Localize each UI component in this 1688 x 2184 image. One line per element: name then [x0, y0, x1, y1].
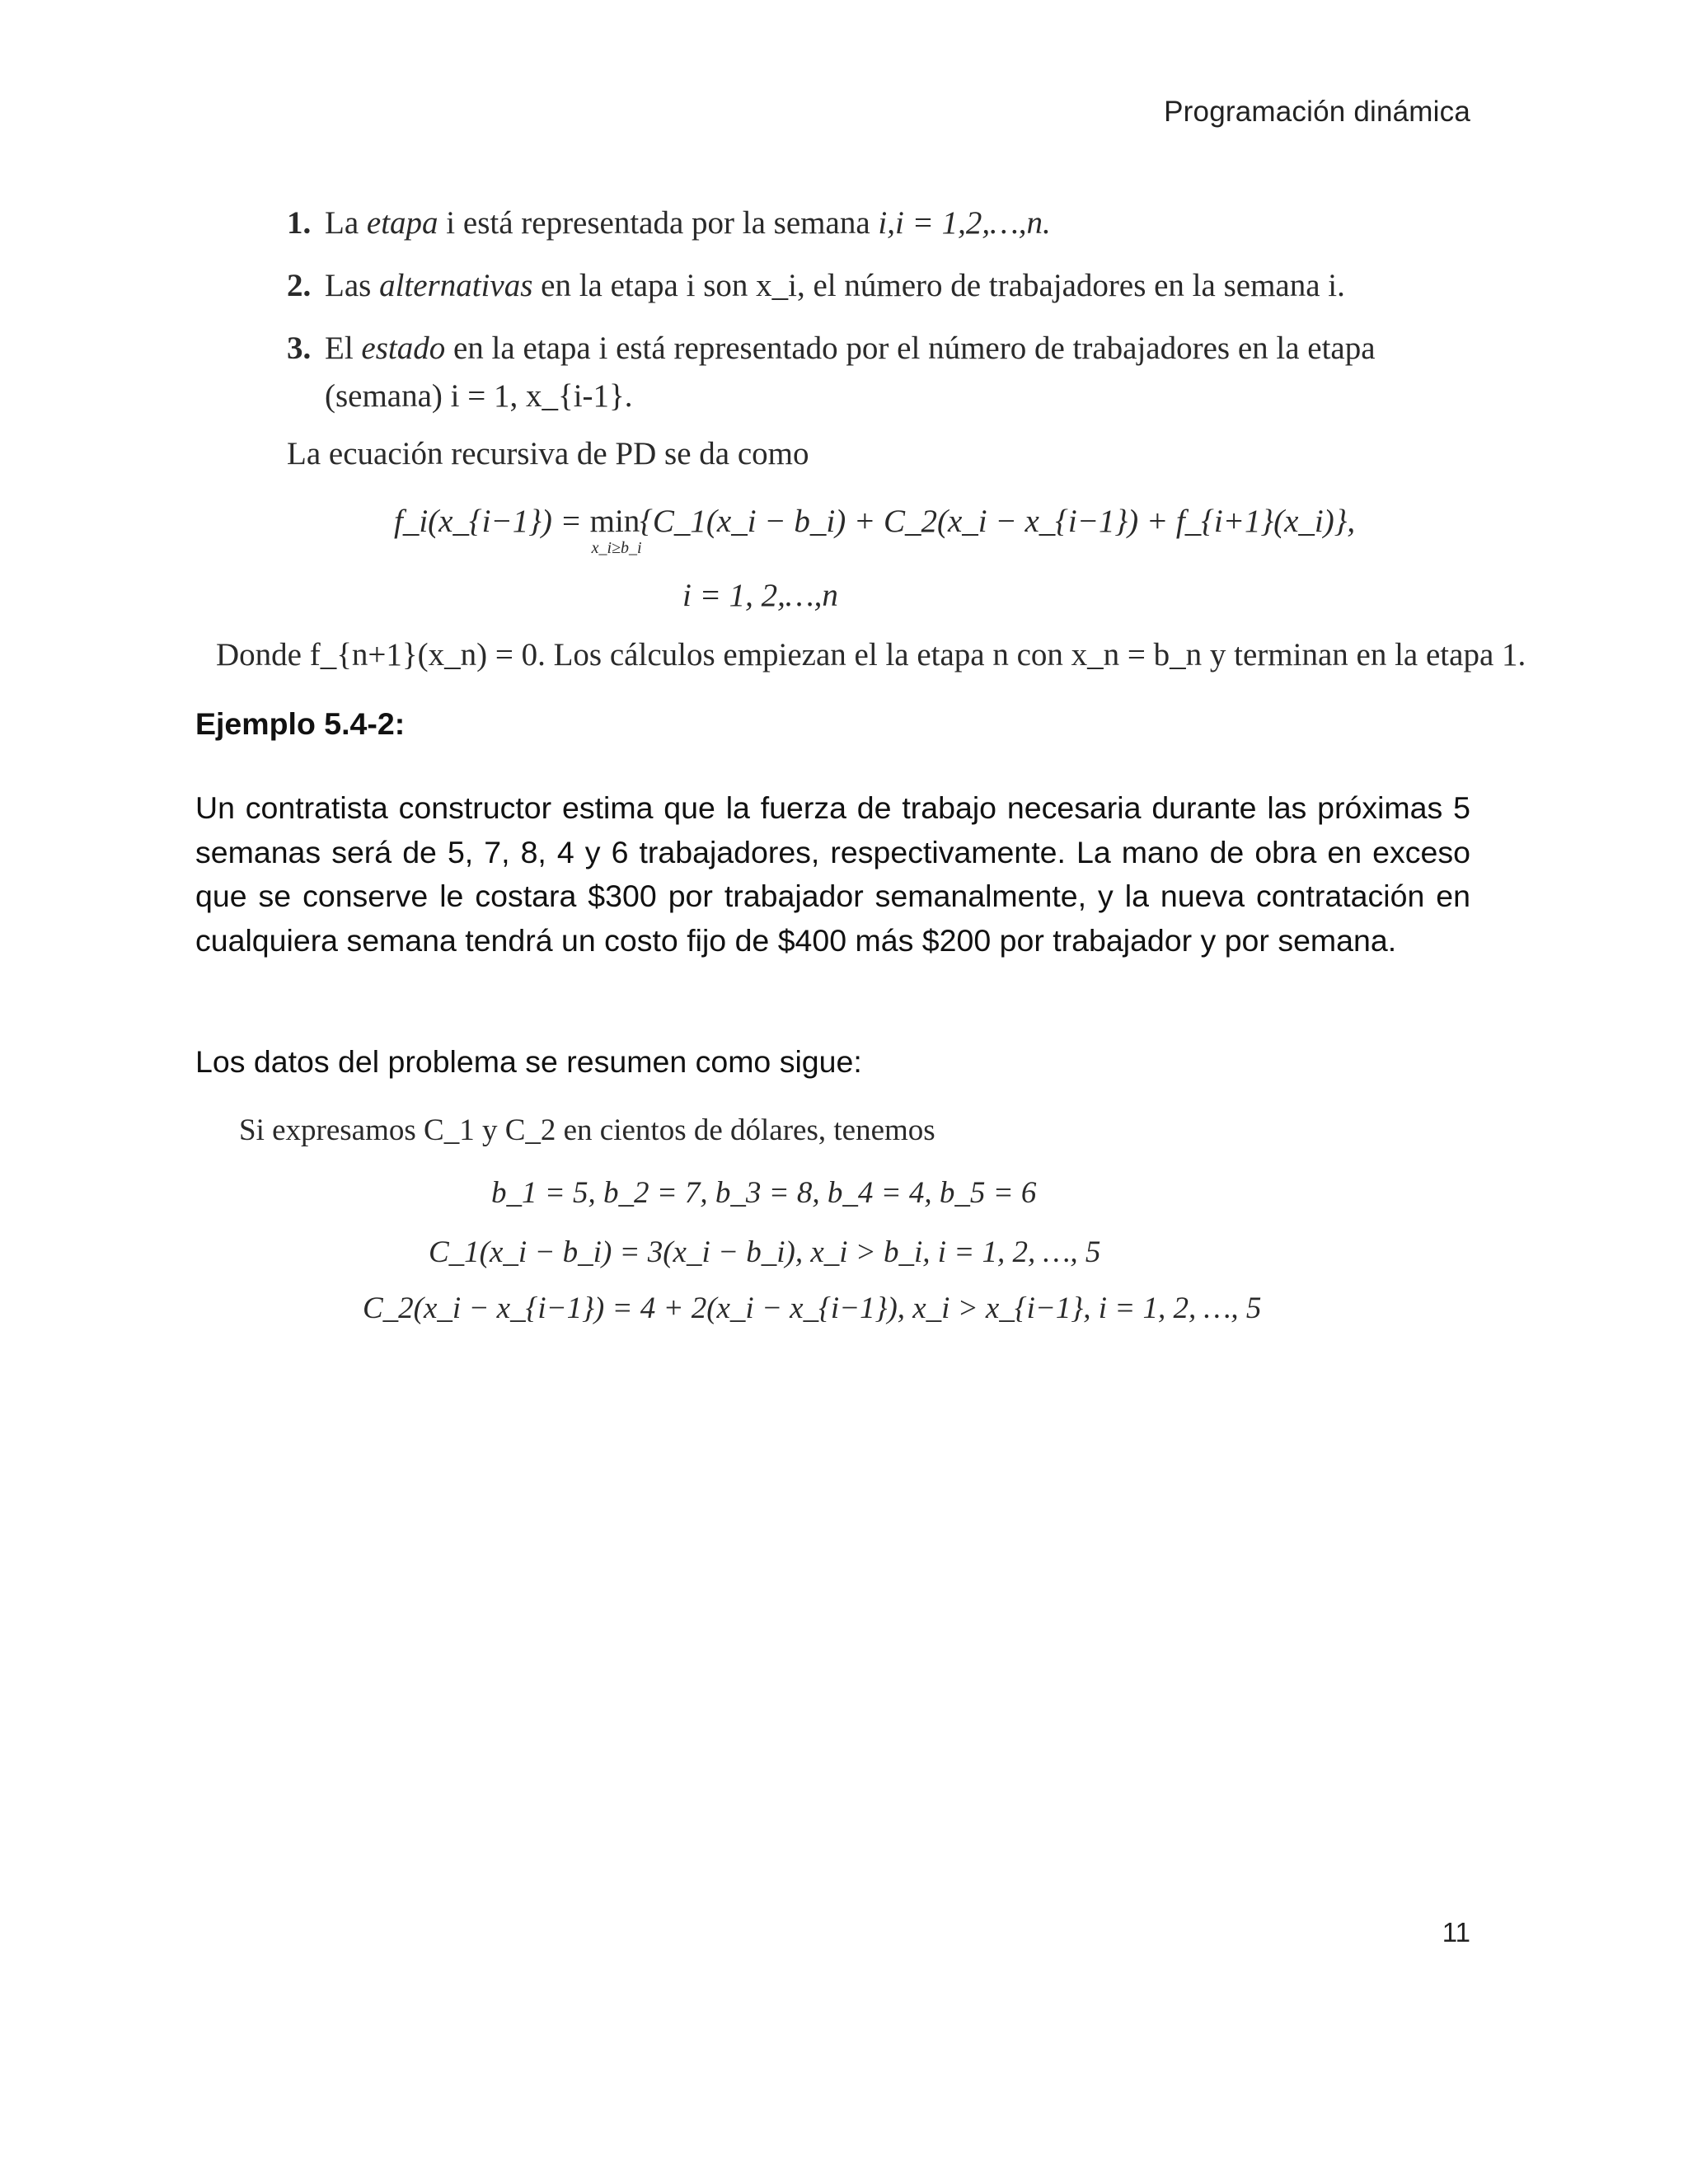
list-item-2: 2. Las alternativas en la etapa i son x_i, el número de trabajadores en la semana i. [287, 268, 1345, 303]
example-heading: Ejemplo 5.4-2: [195, 706, 406, 741]
boundary-condition [216, 636, 1526, 686]
c2-equation: C_2(x_i − x_{i−1}) = 4 + 2(x_i − x_{i−1}), x_i > x_{i−1}, i = 1, 2, …, 5 [363, 1291, 1262, 1325]
donde-text: Donde f_{n+1}(x_n) = 0. Los cálculos empiezan el la etapa n con x_n = b_n y terminan en la etapa 1. [216, 637, 1526, 673]
example-summary: Los datos del problema se resumen como sigue: [195, 1044, 862, 1079]
running-header: Programación dinámica [1164, 96, 1470, 128]
example-paragraph: Un contratista constructor estima que la fuerza de trabajo necesaria durante las próximas 5 semanas será de 5, 7, 8, 4 y 6 trabajadores, respectivamente. La mano de obra en exceso que se conserve le costara $300 por trabajador semanalmente, y la nueva contratación en cualquiera semana tendrá un costo fijo de $400 más $200 por trabajador y por semana. [195, 790, 1470, 958]
recursion-range: i = 1, 2,…,n [682, 578, 838, 613]
min-operator: min x_i≥b_i [589, 504, 642, 557]
recursion-equation [394, 503, 1356, 557]
recursion-intro: La ecuación recursiva de PD se da como [287, 436, 809, 471]
data-intro: Si expresamos C_1 y C_2 en cientos de dólares, tenemos [239, 1113, 935, 1147]
data-block [239, 1113, 1393, 1343]
list-item-3-continuation: (semana) i = 1, x_{i-1}. [325, 378, 633, 414]
min-subscript: x_i≥b_i [591, 539, 642, 557]
list-item-3-tail: i está representado por el número de trabajadores en la etapa [598, 330, 1376, 366]
list-item-2-tail: i son x_i, el número de trabajadores en la semana i. [686, 268, 1345, 303]
definitions-list [287, 204, 1507, 419]
equation-rhs: {C_1(x_i − b_i) + C_2(x_i − x_{i−1}) + f_{i+1}(x_i)}, [640, 504, 1356, 539]
list-item-1: 1. La etapa i está representada por la semana i,i = 1,2,…,n. [287, 205, 1051, 241]
page-number: 11 [1442, 1917, 1470, 1947]
list-item-1-tail: i,i = 1,2,…,n. [878, 205, 1051, 241]
c1-equation: C_1(x_i − b_i) = 3(x_i − b_i), x_i > b_i, i = 1, 2, …, 5 [429, 1235, 1101, 1269]
list-item-3: 3. El estado en la etapa i está representado por el número de trabajadores en la etapa [287, 330, 1376, 366]
equation-lhs: f_i(x_{i−1}) = [394, 504, 582, 539]
b-values-equation: b_1 = 5, b_2 = 7, b_3 = 8, b_4 = 4, b_5 = 6 [491, 1176, 1037, 1210]
